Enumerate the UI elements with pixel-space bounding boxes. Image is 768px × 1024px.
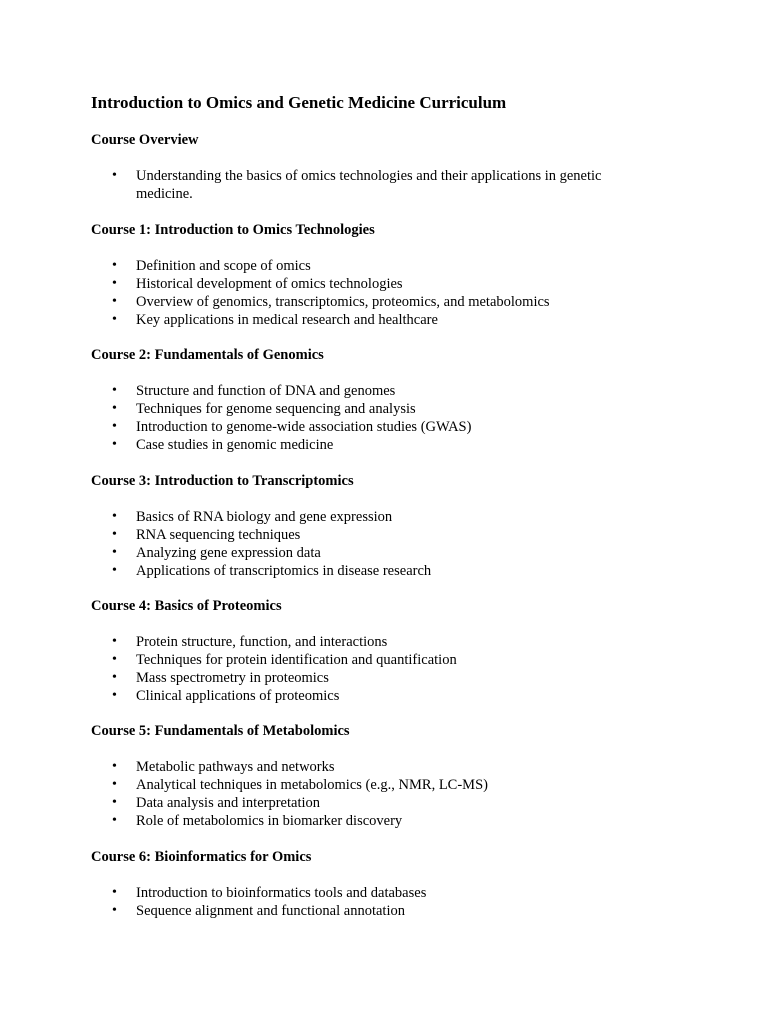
course-1-list xyxy=(0,257,626,329)
list-item xyxy=(0,167,626,203)
document-title: Introduction to Omics and Genetic Medicine Curriculum xyxy=(91,93,507,112)
list-item-text: Techniques for protein identification and quantification xyxy=(136,652,457,668)
list-item-text: RNA sequencing techniques xyxy=(136,527,301,543)
list-item-text: Role of metabolomics in biomarker discovery xyxy=(136,813,403,829)
list-item xyxy=(0,669,626,687)
section-heading-course-4: Course 4: Basics of Proteomics xyxy=(91,598,282,614)
course-5-list xyxy=(0,758,626,830)
bullet-icon: • xyxy=(112,759,117,774)
bullet-icon: • xyxy=(112,563,117,578)
list-item xyxy=(0,382,626,400)
section-heading-course-5: Course 5: Fundamentals of Metabolomics xyxy=(91,723,350,739)
list-item-text: Analyzing gene expression data xyxy=(136,545,321,561)
bullet-icon: • xyxy=(112,383,117,398)
bullet-icon: • xyxy=(112,258,117,273)
bullet-icon: • xyxy=(112,276,117,291)
list-item-text: Clinical applications of proteomics xyxy=(136,688,340,704)
bullet-icon: • xyxy=(112,795,117,810)
list-item-text: Techniques for genome sequencing and analysis xyxy=(136,401,416,417)
list-item xyxy=(0,776,626,794)
list-item-text: Basics of RNA biology and gene expression xyxy=(136,509,393,525)
bullet-icon: • xyxy=(112,509,117,524)
list-item-text: Introduction to bioinformatics tools and databases xyxy=(136,885,427,901)
list-item xyxy=(0,633,626,651)
list-item-text: Understanding the basics of omics technologies and their applications in genetic medicine. xyxy=(136,168,602,202)
list-item-text: Overview of genomics, transcriptomics, proteomics, and metabolomics xyxy=(136,294,550,310)
section-heading-course-1: Course 1: Introduction to Omics Technologies xyxy=(91,222,375,238)
bullet-icon: • xyxy=(112,401,117,416)
list-item-text: Case studies in genomic medicine xyxy=(136,437,334,453)
bullet-icon: • xyxy=(112,652,117,667)
list-item-text: Historical development of omics technologies xyxy=(136,276,403,292)
list-item xyxy=(0,526,626,544)
course-6-list xyxy=(0,884,626,920)
list-item xyxy=(0,436,626,454)
list-item xyxy=(0,884,626,902)
list-item xyxy=(0,275,626,293)
bullet-icon: • xyxy=(112,670,117,685)
bullet-icon: • xyxy=(112,545,117,560)
bullet-icon: • xyxy=(112,813,117,828)
list-item xyxy=(0,758,626,776)
list-item xyxy=(0,562,626,580)
list-item-text: Metabolic pathways and networks xyxy=(136,759,335,775)
list-item-text: Analytical techniques in metabolomics (e.g., NMR, LC-MS) xyxy=(136,777,488,793)
list-item xyxy=(0,508,626,526)
course-4-list xyxy=(0,633,626,705)
list-item xyxy=(0,687,626,705)
list-item xyxy=(0,794,626,812)
list-item-text: Applications of transcriptomics in disease research xyxy=(136,563,432,579)
bullet-icon: • xyxy=(112,168,117,183)
list-item xyxy=(0,902,626,920)
list-item xyxy=(0,651,626,669)
list-item-text: Data analysis and interpretation xyxy=(136,795,321,811)
course-3-list xyxy=(0,508,626,580)
overview-list xyxy=(0,167,626,203)
list-item-text: Structure and function of DNA and genomes xyxy=(136,383,396,399)
list-item xyxy=(0,544,626,562)
bullet-icon: • xyxy=(112,688,117,703)
list-item-text: Mass spectrometry in proteomics xyxy=(136,670,329,686)
list-item xyxy=(0,812,626,830)
bullet-icon: • xyxy=(112,885,117,900)
list-item-text: Sequence alignment and functional annotation xyxy=(136,903,405,919)
list-item xyxy=(0,311,626,329)
section-heading-course-2: Course 2: Fundamentals of Genomics xyxy=(91,347,324,363)
bullet-icon: • xyxy=(112,527,117,542)
bullet-icon: • xyxy=(112,777,117,792)
list-item xyxy=(0,257,626,275)
bullet-icon: • xyxy=(112,294,117,309)
list-item-text: Protein structure, function, and interactions xyxy=(136,634,388,650)
course-2-list xyxy=(0,382,626,454)
list-item-text: Key applications in medical research and healthcare xyxy=(136,312,438,328)
bullet-icon: • xyxy=(112,903,117,918)
bullet-icon: • xyxy=(112,634,117,649)
list-item-text: Definition and scope of omics xyxy=(136,258,311,274)
section-heading-overview: Course Overview xyxy=(91,132,199,148)
list-item-text: Introduction to genome-wide association studies (GWAS) xyxy=(136,419,472,435)
bullet-icon: • xyxy=(112,437,117,452)
list-item xyxy=(0,293,626,311)
bullet-icon: • xyxy=(112,312,117,327)
list-item xyxy=(0,418,626,436)
section-heading-course-3: Course 3: Introduction to Transcriptomics xyxy=(91,473,354,489)
bullet-icon: • xyxy=(112,419,117,434)
list-item xyxy=(0,400,626,418)
section-heading-course-6: Course 6: Bioinformatics for Omics xyxy=(91,849,312,865)
